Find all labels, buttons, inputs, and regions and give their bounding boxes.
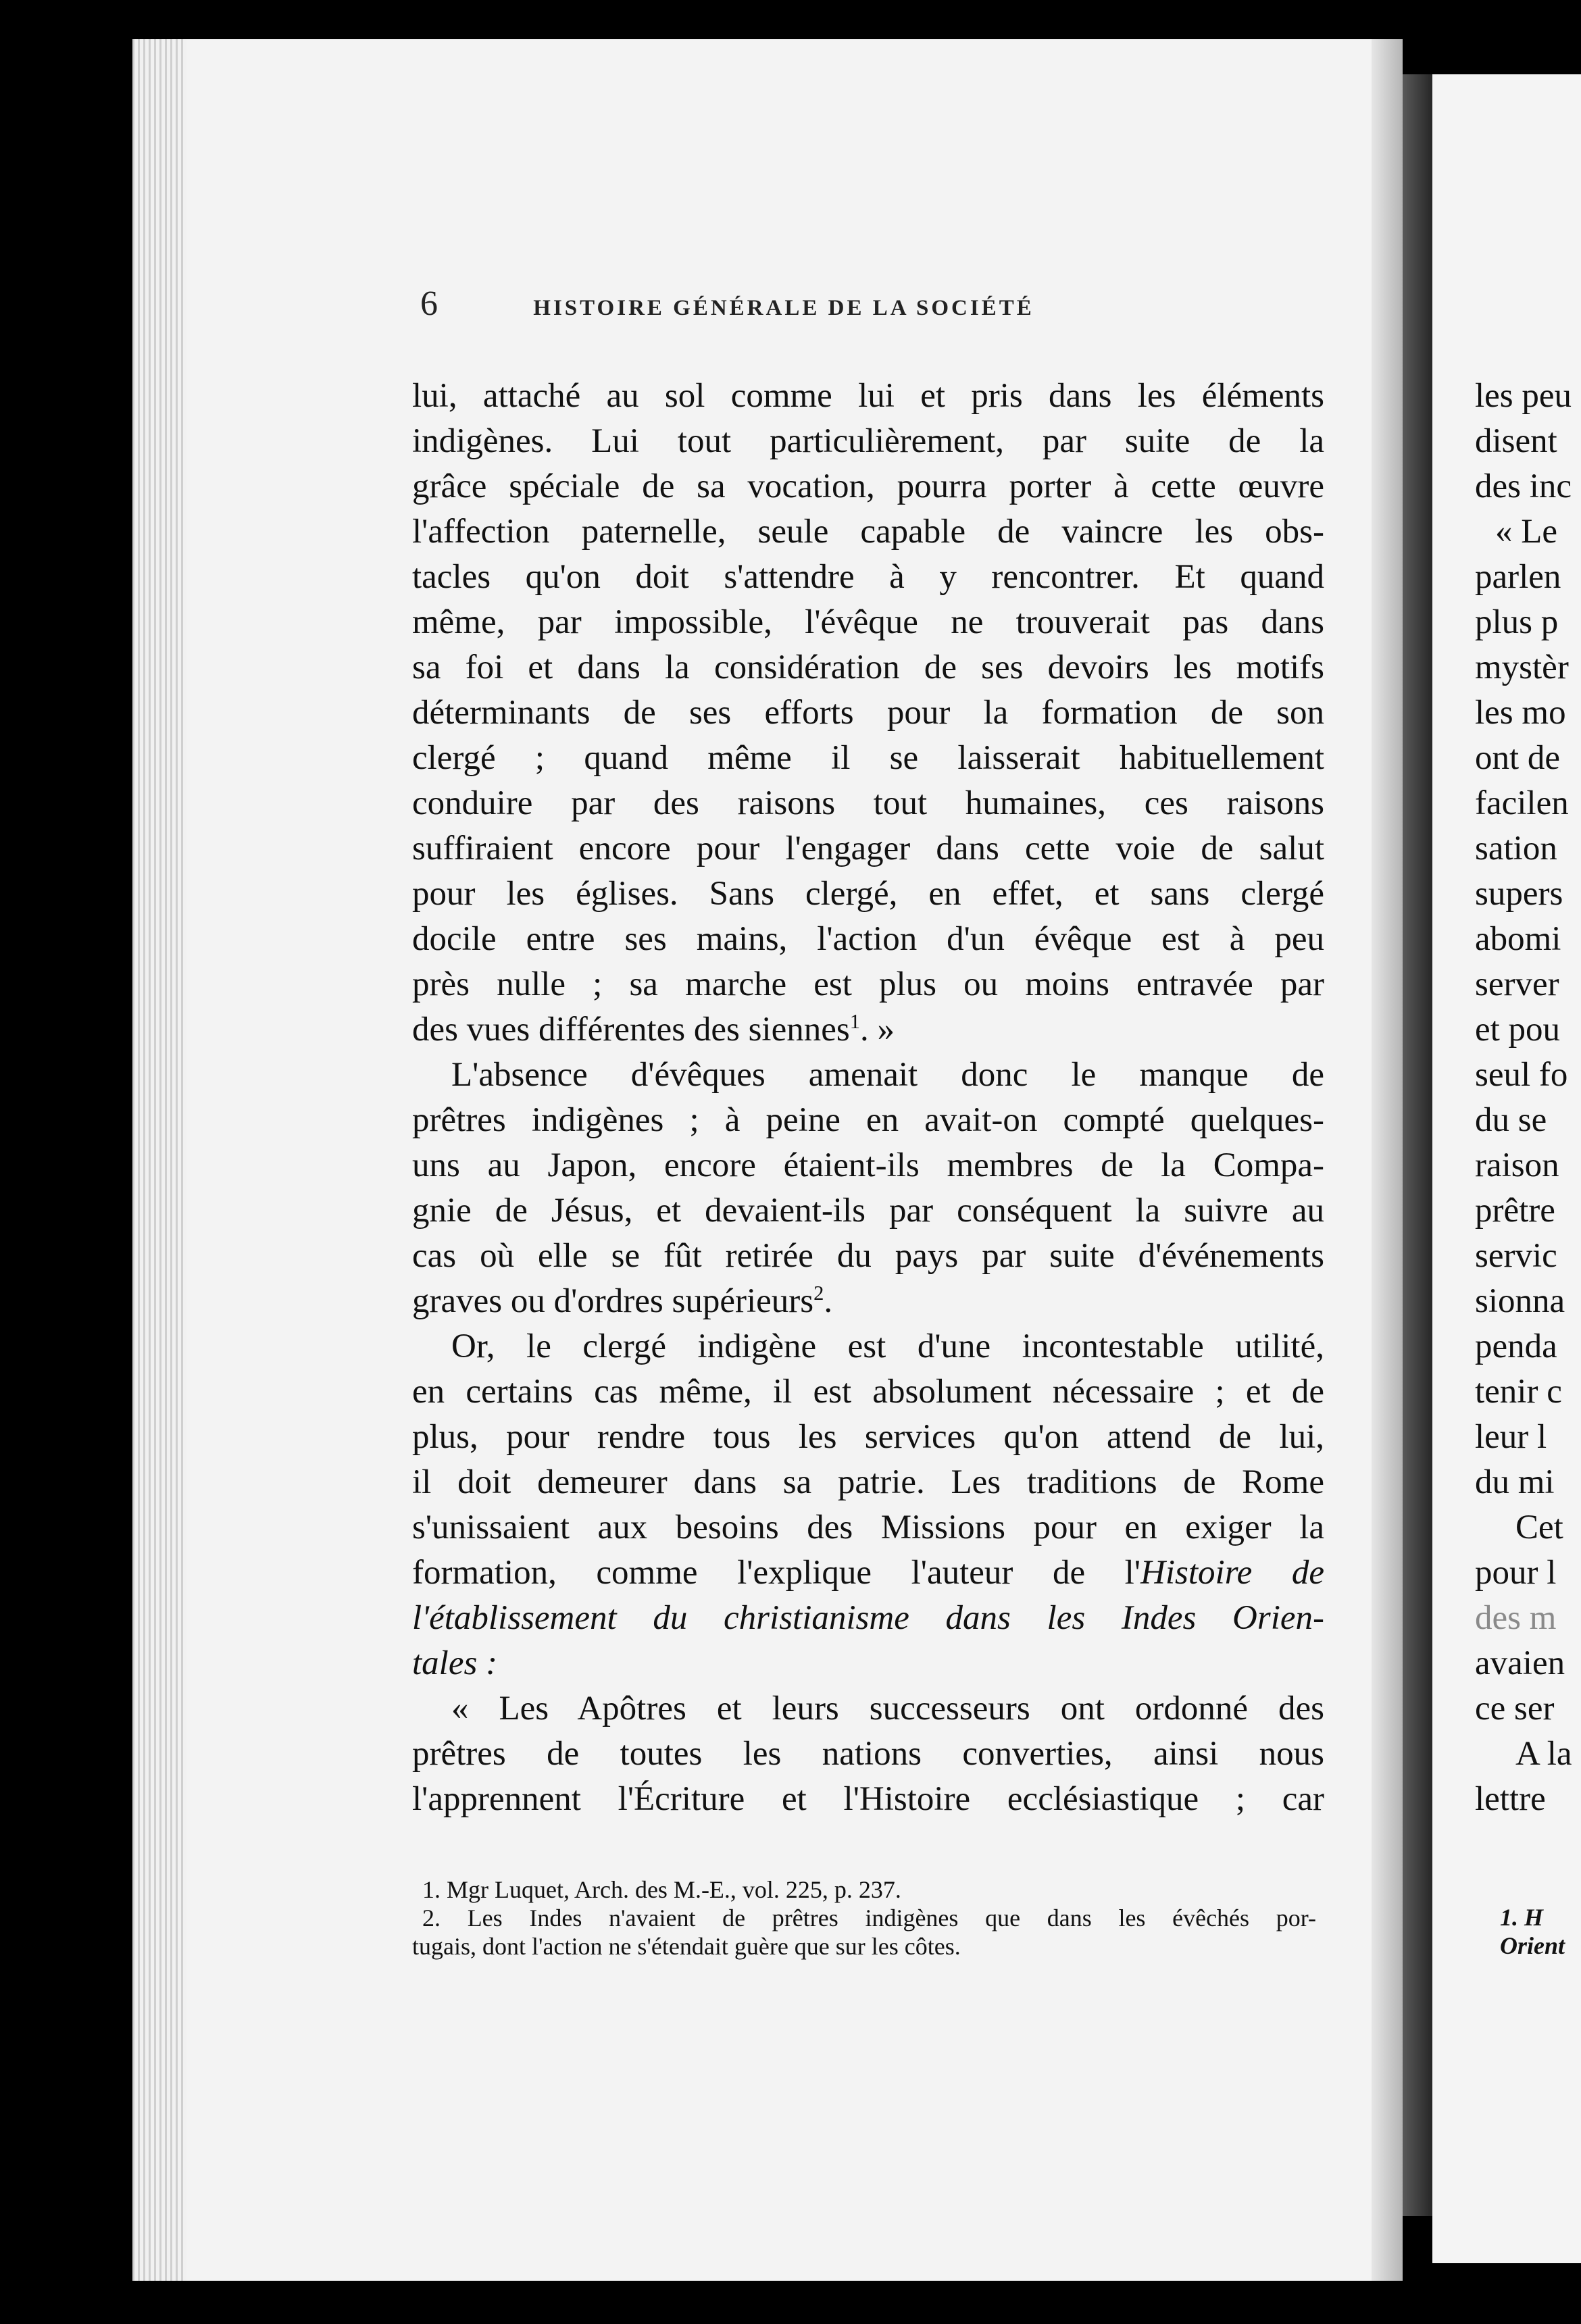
facing-line: sionna: [1475, 1282, 1565, 1320]
text-line: [412, 1642, 1324, 1684]
facing-footnote: Orient: [1500, 1932, 1565, 1959]
facing-line: parlen: [1475, 558, 1561, 596]
footnote-ref: 2: [813, 1282, 824, 1305]
facing-line: facilen: [1475, 784, 1569, 822]
page-number: 6: [420, 284, 438, 323]
facing-line: des m: [1475, 1599, 1557, 1637]
text-line: même, par impossible, l'évêque ne trouverait pas dans: [412, 603, 1324, 641]
text-line-content: des vues différentes des siennes: [412, 1011, 850, 1049]
facing-line: des inc: [1475, 468, 1572, 505]
text-line: L'absence d'évêques amenait donc le manque de: [451, 1056, 1324, 1094]
text-line: [412, 1009, 1324, 1051]
text-line-content: formation, comme l'explique l'auteur de l': [412, 1554, 1141, 1592]
facing-line: Cet: [1515, 1509, 1563, 1546]
text-line: près nulle ; sa marche est plus ou moins entravée par: [412, 965, 1324, 1003]
facing-line: servic: [1475, 1237, 1557, 1275]
facing-line: les mo: [1475, 694, 1566, 732]
period: .: [824, 1282, 833, 1320]
text-line: tacles qu'on doit s'attendre à y rencontrer. Et quand: [412, 558, 1324, 596]
facing-footnote: 1. H: [1500, 1904, 1544, 1931]
text-line: docile entre ses mains, l'action d'un évêque est à peu: [412, 920, 1324, 958]
text-line: sa foi et dans la considération de ses devoirs les motifs: [412, 649, 1324, 686]
facing-line: leur l: [1475, 1418, 1547, 1456]
text-line: gnie de Jésus, et devaient-ils par conséquent la suivre au: [412, 1192, 1324, 1230]
text-line: grâce spéciale de sa vocation, pourra porter à cette œuvre: [412, 468, 1324, 505]
text-line: [412, 1280, 1324, 1322]
facing-line: mystèr: [1475, 649, 1569, 686]
facing-line: du mi: [1475, 1463, 1555, 1501]
facing-line: disent: [1475, 422, 1557, 460]
text-line: clergé ; quand même il se laisserait habituellement: [412, 739, 1324, 777]
footnote: 2. Les Indes n'avaient de prêtres indigènes que dans les évêchés por-: [422, 1904, 1316, 1931]
facing-line: seul fo: [1475, 1056, 1568, 1094]
facing-line: les peu: [1475, 377, 1572, 415]
text-line: Or, le clergé indigène est d'une incontestable utilité,: [451, 1328, 1324, 1365]
facing-line: supers: [1475, 875, 1563, 913]
italic-title: Histoire de: [1140, 1554, 1324, 1592]
facing-line: abomi: [1475, 920, 1561, 958]
text-line: plus, pour rendre tous les services qu'on attend de lui,: [412, 1418, 1324, 1456]
text-line: suffiraient encore pour l'engager dans cette voie de salut: [412, 830, 1324, 867]
facing-line: ont de: [1475, 739, 1561, 777]
italic-title: l'établissement du christianisme dans les Indes Orien-: [412, 1599, 1324, 1637]
text-line: en certains cas même, il est absolument nécessaire ; et de: [412, 1373, 1324, 1411]
text-line: [412, 1552, 1324, 1594]
text-line: il doit demeurer dans sa patrie. Les traditions de Rome: [412, 1463, 1324, 1501]
page-edge: [132, 39, 186, 2281]
text-line-content: graves ou d'ordres supérieurs: [412, 1282, 814, 1320]
text-line: l'apprennent l'Écriture et l'Histoire ecclésiastique ; car: [412, 1780, 1324, 1818]
facing-line: « Le: [1495, 513, 1558, 551]
footnote: 1. Mgr Luquet, Arch. des M.-E., vol. 225, p. 237.: [422, 1876, 901, 1903]
facing-line: pour l: [1475, 1554, 1557, 1592]
text-line: prêtres de toutes les nations converties, ainsi nous: [412, 1735, 1324, 1773]
text-line: cas où elle se fût retirée du pays par suite d'événements: [412, 1237, 1324, 1275]
facing-line: avaien: [1475, 1644, 1565, 1682]
italic-title: tales :: [412, 1644, 498, 1682]
facing-line: sation: [1475, 830, 1557, 867]
text-line: l'affection paternelle, seule capable de vaincre les obs-: [412, 513, 1324, 551]
footnote: tugais, dont l'action ne s'étendait guère que sur les côtes.: [412, 1933, 961, 1960]
text-line: déterminants de ses efforts pour la formation de son: [412, 694, 1324, 732]
footnote-ref: 1: [849, 1010, 861, 1033]
text-line: conduire par des raisons tout humaines, ces raisons: [412, 784, 1324, 822]
running-head: HISTOIRE GÉNÉRALE DE LA SOCIÉTÉ: [533, 296, 1034, 320]
closing-quote: . »: [860, 1011, 895, 1049]
text-line: lui, attaché au sol comme lui et pris dans les éléments: [412, 377, 1324, 415]
facing-line: ce ser: [1475, 1690, 1555, 1727]
facing-line: penda: [1475, 1328, 1557, 1365]
facing-line: et pou: [1475, 1011, 1561, 1049]
facing-line: tenir c: [1475, 1373, 1562, 1411]
text-line: prêtres indigènes ; à peine en avait-on compté quelques-: [412, 1101, 1324, 1139]
facing-line: server: [1475, 965, 1559, 1003]
facing-line: lettre: [1475, 1780, 1546, 1818]
page-shadow: [1372, 39, 1403, 2281]
text-line: uns au Japon, encore étaient-ils membres de la Compa-: [412, 1146, 1324, 1184]
text-line: pour les églises. Sans clergé, en effet, et sans clergé: [412, 875, 1324, 913]
text-line: s'unissaient aux besoins des Missions pour en exiger la: [412, 1509, 1324, 1546]
text-line: « Les Apôtres et leurs successeurs ont ordonné des: [451, 1690, 1324, 1727]
facing-line: A la: [1515, 1735, 1572, 1773]
facing-line: raison: [1475, 1146, 1559, 1184]
facing-line: du se: [1475, 1101, 1547, 1139]
facing-line: plus p: [1475, 603, 1559, 641]
text-line: [412, 1597, 1324, 1639]
book-gutter: [1403, 74, 1432, 2216]
text-line: indigènes. Lui tout particulièrement, par suite de la: [412, 422, 1324, 460]
facing-line: prêtre: [1475, 1192, 1555, 1230]
